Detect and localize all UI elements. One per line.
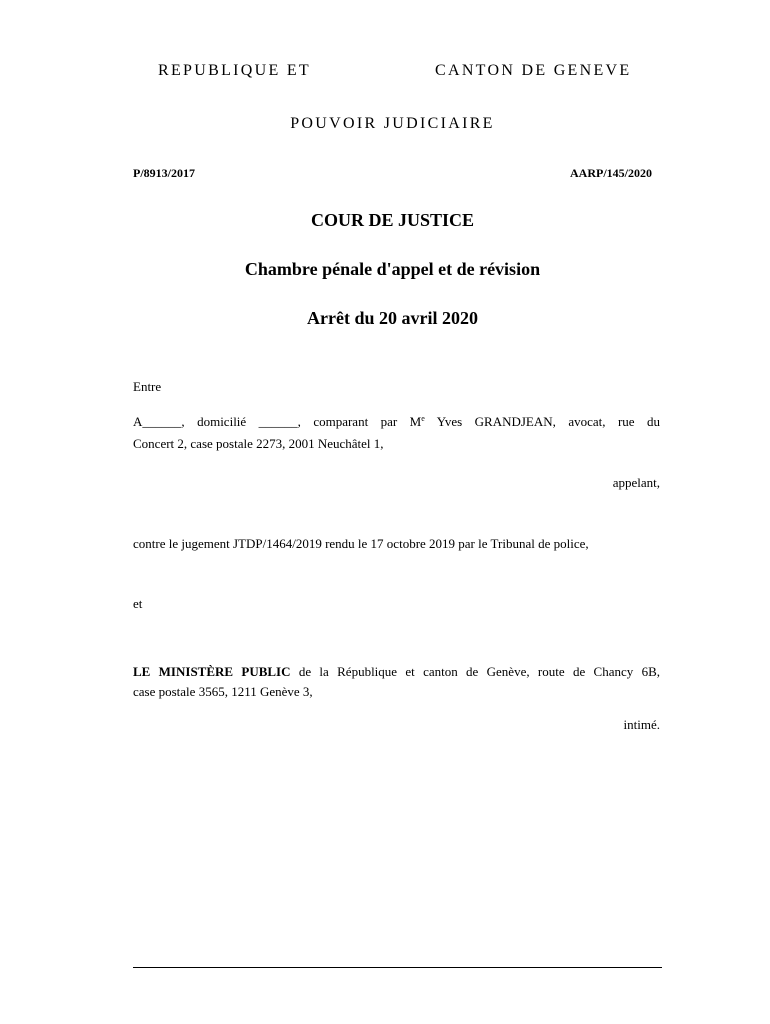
respondent-role: intimé. (623, 717, 660, 732)
chamber-title: Chambre pénale d'appel et de révision (244, 259, 541, 279)
header-pouvoir-judiciaire: POUVOIR JUDICIAIRE (290, 115, 495, 132)
appellant-paragraph (133, 412, 660, 454)
court-title: COUR DE JUSTICE (310, 210, 475, 230)
decision-title: Arrêt du 20 avril 2020 (307, 308, 478, 328)
case-number-decision: AARP/145/2020 (570, 166, 652, 180)
respondent-line-2: case postale 3565, 1211 Genève 3, (133, 684, 313, 699)
appellant-line-1 (133, 412, 660, 434)
appellant-text-end: Yves GRANDJEAN, avocat, rue du (424, 414, 660, 429)
respondent-paragraph (133, 662, 660, 702)
header-canton: CANTON DE GENEVE (435, 62, 632, 79)
appellant-role: appelant, (612, 475, 660, 490)
contested-judgment: contre le jugement JTDP/1464/2019 rendu le 17 octobre 2019 par le Tribunal de police, (133, 536, 589, 551)
appellant-line-2: Concert 2, case postale 2273, 2001 Neuchâtel 1, (133, 436, 384, 451)
header-republique: REPUBLIQUE ET (158, 62, 312, 79)
respondent-name: LE MINISTÈRE PUBLIC (133, 664, 291, 679)
respondent-text: de la République et canton de Genève, route de Chancy 6B, (290, 664, 660, 679)
between-label: Entre (133, 379, 162, 394)
respondent-line-1 (133, 662, 660, 682)
case-number-procedure: P/8913/2017 (133, 166, 195, 180)
footer-divider (133, 967, 662, 968)
appellant-text-start: A______, domicilié ______, comparant par M (133, 414, 422, 429)
maitre-superscript: e (421, 414, 425, 423)
and-label: et (133, 596, 143, 611)
